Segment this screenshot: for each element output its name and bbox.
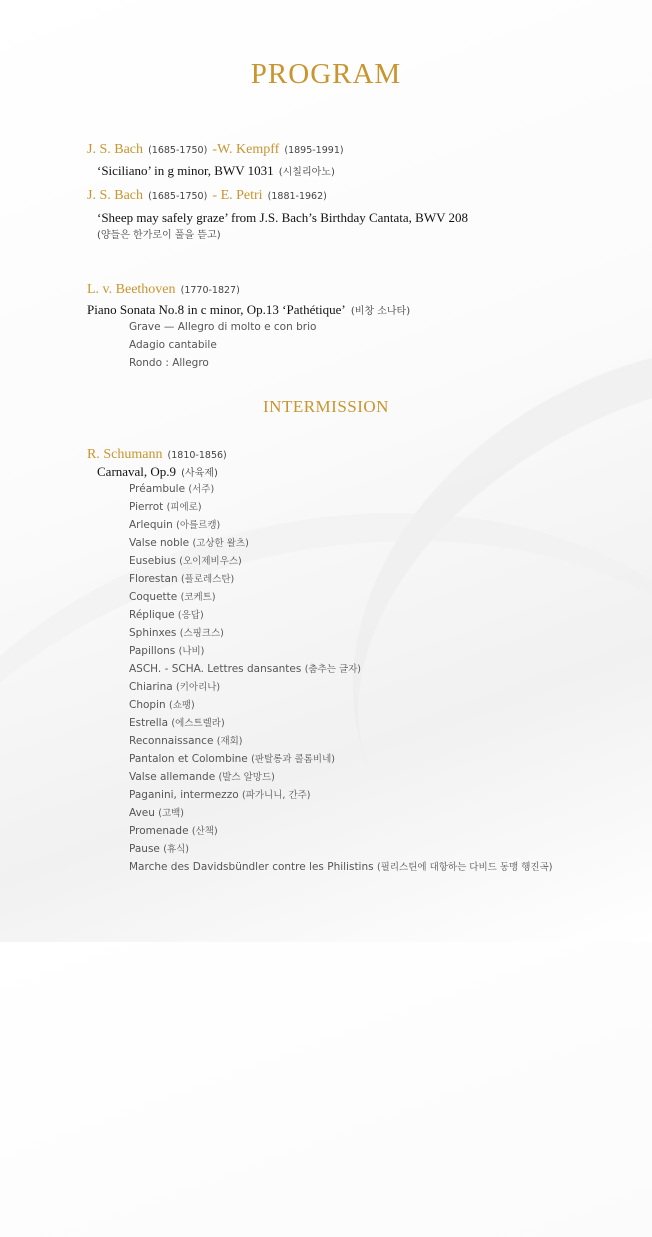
movement-name: Pause bbox=[129, 843, 160, 855]
work-title: Piano Sonata No.8 in c minor, Op.13 ‘Pathétique’ bbox=[87, 302, 346, 317]
movement-item bbox=[129, 804, 552, 822]
movement-item bbox=[129, 732, 552, 750]
movement-item bbox=[129, 570, 552, 588]
movement-korean: (응답) bbox=[177, 610, 204, 621]
work-korean: (비창 소나타) bbox=[350, 306, 411, 317]
arranger-name: W. Kempff bbox=[217, 142, 280, 157]
movement-item bbox=[129, 660, 552, 678]
movement-item: Rondo : Allegro bbox=[129, 357, 209, 369]
work-line bbox=[97, 160, 335, 179]
movement-item bbox=[129, 642, 552, 660]
composer-name: J. S. Bach bbox=[87, 142, 143, 157]
composer-line: J. S. Bach (1685-1750) -W. Kempff (1895-1991) bbox=[87, 142, 344, 157]
movement-item bbox=[129, 552, 552, 570]
movement-korean: (키아리나) bbox=[176, 682, 221, 693]
work-title: ‘Sheep may safely graze’ from J.S. Bach’s Birthday Cantata, BWV 208 bbox=[97, 210, 469, 225]
movement-korean: (오이제비우스) bbox=[179, 556, 242, 567]
composer-dates: (1685-1750) bbox=[148, 191, 208, 202]
movement-korean: (판탈롱과 콜롬비네) bbox=[251, 754, 335, 765]
composer-name: J. S. Bach bbox=[87, 188, 143, 203]
movement-name: Pantalon et Colombine bbox=[129, 753, 248, 765]
movement-name: Chopin bbox=[129, 699, 166, 711]
movement-name: Florestan bbox=[129, 573, 178, 585]
movement-name: Chiarina bbox=[129, 681, 173, 693]
movement-item: Adagio cantabile bbox=[129, 339, 217, 351]
arranger-dates: (1895-1991) bbox=[284, 145, 344, 156]
movement-korean: (춤추는 글자) bbox=[304, 664, 362, 675]
movement-korean: (아를르캥) bbox=[176, 520, 221, 531]
movement-item bbox=[129, 588, 552, 606]
arranger-dates: (1881-1962) bbox=[267, 191, 327, 202]
movement-item bbox=[129, 858, 552, 876]
composer-name: R. Schumann bbox=[87, 447, 163, 462]
composer-line bbox=[87, 278, 240, 298]
movement-name: Coquette bbox=[129, 591, 178, 603]
movement-name: Paganini, intermezzo bbox=[129, 789, 239, 801]
movement-item bbox=[129, 750, 552, 768]
work-line bbox=[97, 207, 468, 226]
movement-item bbox=[129, 498, 552, 516]
work-korean: (양들은 한가로이 풀을 뜯고) bbox=[97, 230, 221, 241]
movement-name: Reconnaissance bbox=[129, 735, 214, 747]
movement-name: Pierrot bbox=[129, 501, 164, 513]
movement-name: Sphinxes bbox=[129, 627, 177, 639]
movement-item bbox=[129, 678, 552, 696]
movement-item bbox=[129, 606, 552, 624]
composer-dates: (1685-1750) bbox=[148, 145, 208, 156]
movement-name: Valse noble bbox=[129, 537, 190, 549]
movement-korean: (파가니니, 간주) bbox=[241, 790, 311, 801]
movement-item bbox=[129, 534, 552, 552]
movement-korean: (스핑크스) bbox=[179, 628, 224, 639]
movement-korean: (고백) bbox=[158, 808, 185, 819]
page-title: PROGRAM bbox=[250, 58, 402, 90]
movement-korean: (피에로) bbox=[166, 502, 202, 513]
work-line bbox=[97, 461, 218, 480]
movement-korean: (발스 알망드) bbox=[218, 772, 275, 783]
arranger-name: E. Petri bbox=[220, 188, 263, 203]
movement-name: Promenade bbox=[129, 825, 189, 837]
movement-korean: (플로레스탄) bbox=[180, 574, 235, 585]
movement-name: Valse allemande bbox=[129, 771, 216, 783]
composer-name: L. v. Beethoven bbox=[87, 282, 176, 297]
movement-item bbox=[129, 696, 552, 714]
movement-item bbox=[129, 768, 552, 786]
movement-korean: (휴식) bbox=[163, 844, 190, 855]
movement-name: ASCH. - SCHA. Lettres dansantes bbox=[129, 663, 302, 675]
movement-korean: (서주) bbox=[188, 484, 215, 495]
movement-list bbox=[129, 318, 316, 372]
work-line bbox=[87, 299, 410, 318]
movement-list bbox=[129, 480, 552, 876]
composer-line: J. S. Bach (1685-1750) - E. Petri (1881-1962) bbox=[87, 188, 327, 203]
movement-item bbox=[129, 516, 552, 534]
movement-name: Eusebius bbox=[129, 555, 176, 567]
movement-korean: (고상한 왈츠) bbox=[192, 538, 249, 549]
movement-korean: (코케트) bbox=[180, 592, 216, 603]
movement-korean: (에스트렐라) bbox=[171, 718, 225, 729]
movement-item bbox=[129, 786, 552, 804]
movement-name: Réplique bbox=[129, 609, 175, 621]
movement-item bbox=[129, 480, 552, 498]
movement-name: Marche des Davidsbündler contre les Philistins bbox=[129, 861, 374, 873]
composer-line bbox=[87, 443, 227, 463]
work-title: ‘Siciliano’ in g minor, BWV 1031 bbox=[97, 163, 274, 178]
work-korean: (사육제) bbox=[181, 468, 218, 479]
composer-dates: (1810-1856) bbox=[167, 450, 227, 461]
movement-korean: (쇼팽) bbox=[169, 700, 195, 711]
movement-name: Aveu bbox=[129, 807, 155, 819]
movement-item: Grave — Allegro di molto e con brio bbox=[129, 321, 317, 333]
movement-korean: (나비) bbox=[178, 646, 205, 657]
movement-item bbox=[129, 714, 552, 732]
movement-korean: (재회) bbox=[216, 736, 243, 747]
work-korean: (시칠리아노) bbox=[278, 167, 335, 178]
movement-name: Papillons bbox=[129, 645, 176, 657]
movement-name: Préambule bbox=[129, 483, 186, 495]
movement-name: Arlequin bbox=[129, 519, 173, 531]
movement-name: Estrella bbox=[129, 717, 169, 729]
movement-item bbox=[129, 840, 552, 858]
movement-item bbox=[129, 822, 552, 840]
movement-item bbox=[129, 624, 552, 642]
composer-dates: (1770-1827) bbox=[180, 285, 240, 296]
intermission-heading: INTERMISSION bbox=[263, 397, 389, 416]
work-title: Carnaval, Op.9 bbox=[97, 464, 177, 479]
movement-korean: (필리스틴에 대항하는 다비드 동맹 행진곡) bbox=[376, 862, 553, 873]
movement-korean: (산책) bbox=[191, 826, 218, 837]
